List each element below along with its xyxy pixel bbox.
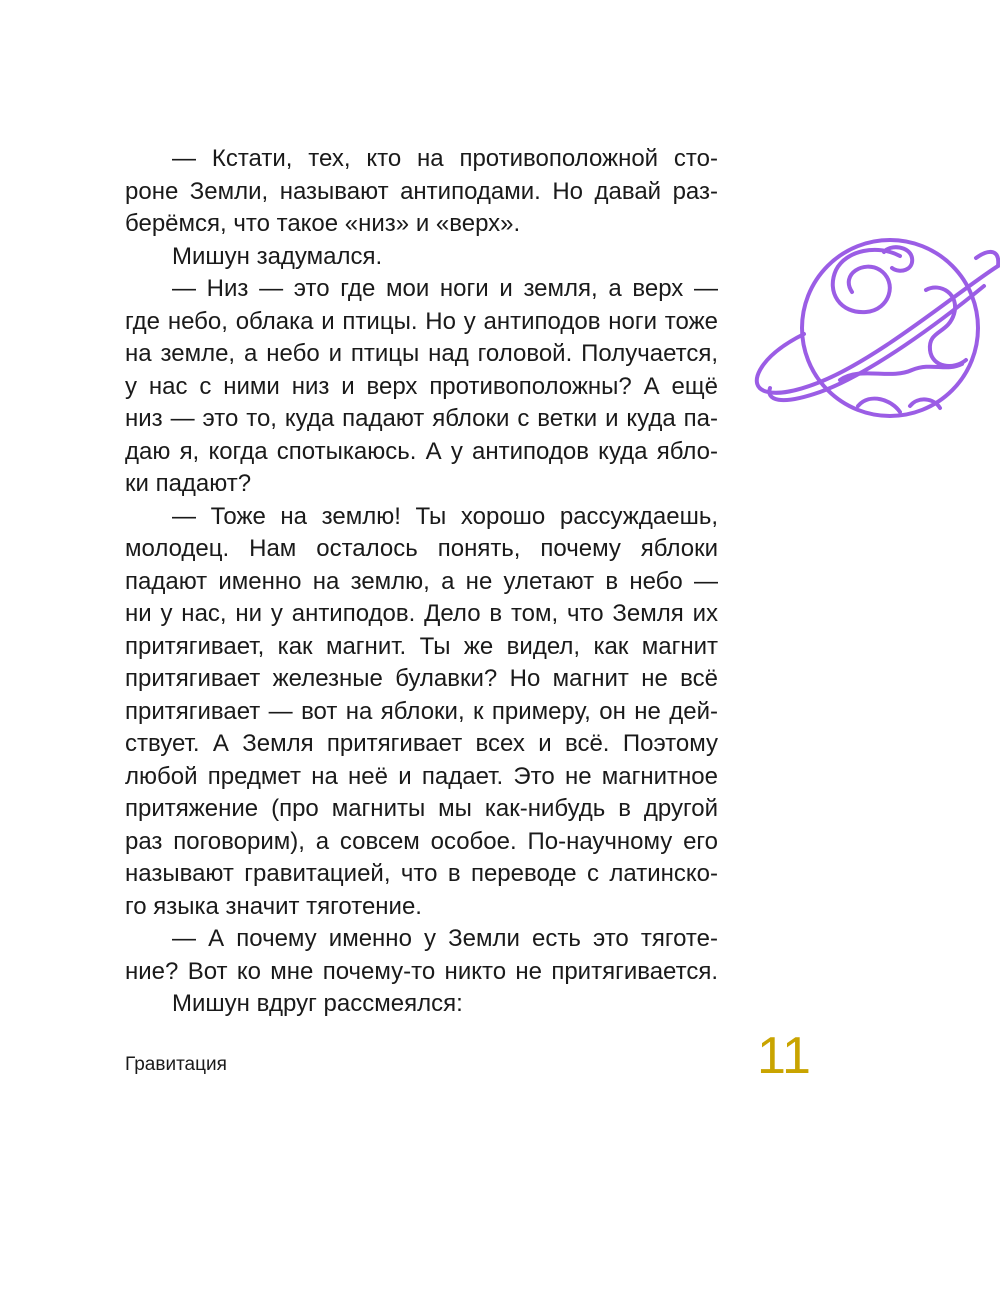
text-line: Мишун задумался. [172, 242, 383, 270]
text-line: даю я, когда спотыкаюсь. А у антиподов куда ябло- [125, 437, 718, 465]
text-line: ни у нас, ни у антиподов. Дело в том, что Земля их [125, 600, 718, 627]
text-line: на земле, а небо и птицы над головой. Получается, [125, 340, 718, 367]
text-line: притягивает железные булавки? Но магнит не всё [125, 665, 718, 692]
page-number: 11 [757, 1027, 811, 1085]
text-line: — Низ — это где мои ноги и земля, а верх — [172, 275, 718, 302]
text-line: у нас с ними низ и верх противоположны? А ещё [125, 372, 718, 400]
body-text [125, 143, 718, 1021]
text-line: молодец. Нам осталось понять, почему яблоки [125, 535, 718, 562]
text-line: притяжение (про магниты мы как-нибудь в другой [125, 795, 718, 822]
text-line: низ — это то, куда падают яблоки с ветки и куда па- [125, 405, 718, 432]
text-line: — А почему именно у Земли есть это тяготе- [172, 925, 718, 952]
text-line: любой предмет на неё и падает. Это не магнитное [125, 762, 718, 790]
text-line: ние? Вот ко мне почему-то никто не притягивается. [125, 957, 718, 985]
text-line: притягивает, как магнит. Ты же видел, как магнит [125, 632, 718, 660]
text-line: — Кстати, тех, кто на противоположной сто- [172, 145, 718, 172]
text-line: ки падают? [125, 470, 252, 497]
text-line: падают именно на землю, а не улетают в небо — [125, 567, 718, 595]
text-line: раз поговорим), а совсем особое. По-научному его [125, 827, 718, 855]
planet-icon [740, 230, 1000, 450]
text-line: берёмся, что такое «низ» и «верх». [125, 210, 521, 237]
text-line: где небо, облака и птицы. Но у антиподов ноги тоже [125, 307, 718, 335]
text-line: Мишун вдруг рассмеялся: [172, 990, 463, 1017]
text-line: притягивает — вот на яблоки, к примеру, он не дей- [125, 697, 718, 725]
text-line: роне Земли, называют антиподами. Но давай раз- [125, 177, 718, 205]
text-line: ствует. А Земля притягивает всех и всё. Поэтому [125, 730, 718, 757]
text-line: — Тоже на землю! Ты хорошо рассуждаешь, [172, 502, 718, 530]
section-title: Гравитация [125, 1054, 227, 1075]
text-line: го языка значит тяготение. [125, 892, 422, 920]
text-line: называют гравитацией, что в переводе с латинско- [125, 860, 718, 887]
